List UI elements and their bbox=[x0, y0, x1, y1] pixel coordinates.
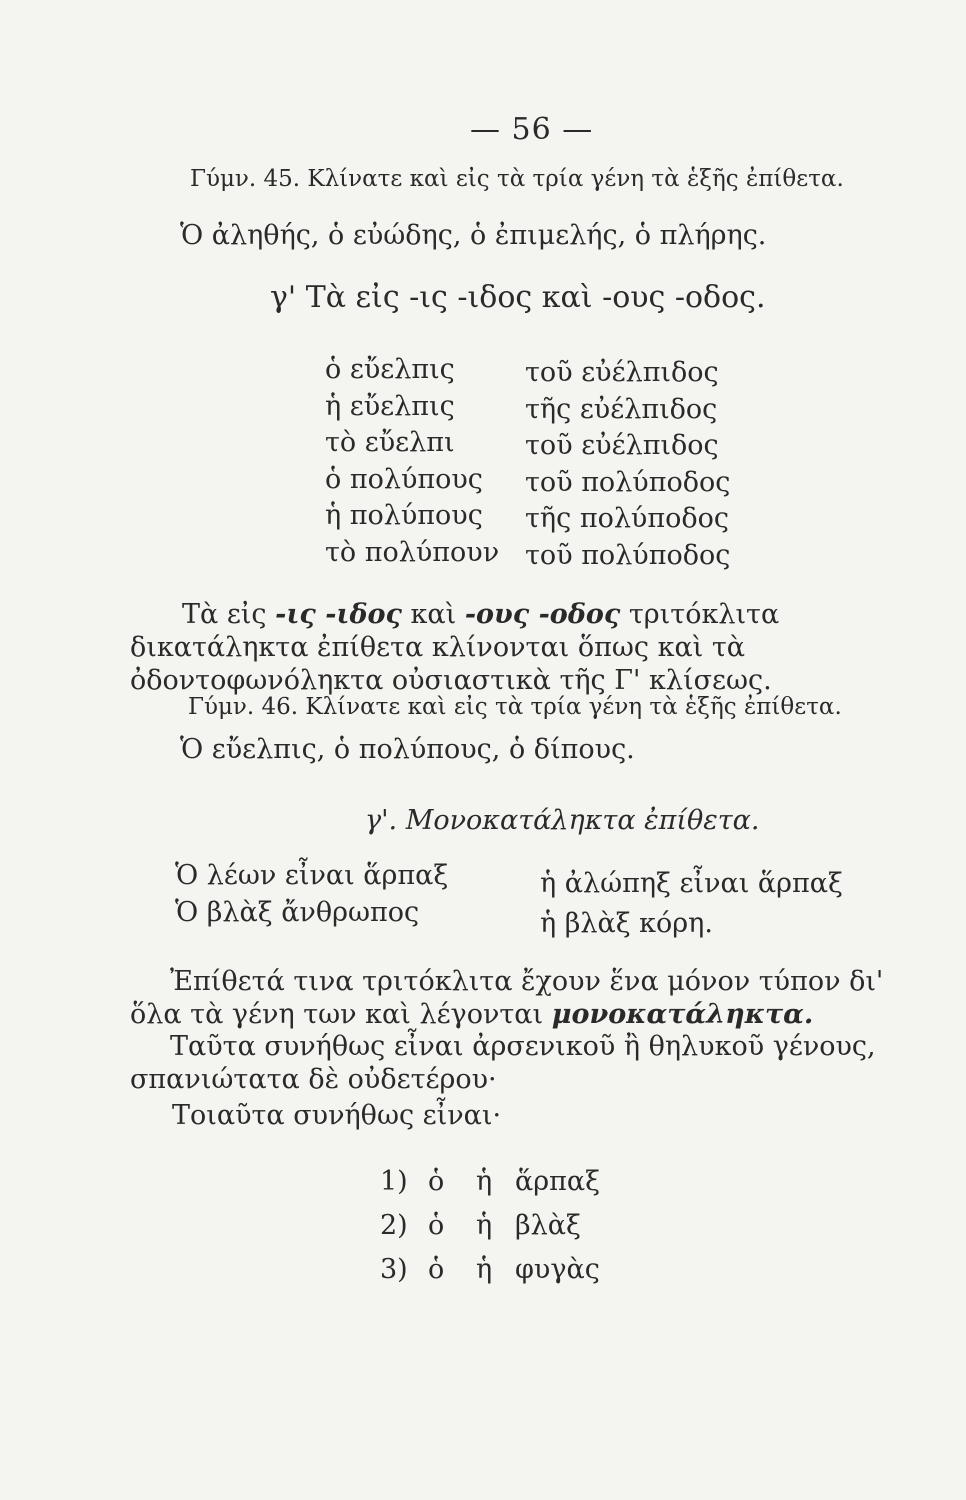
rule-paragraph bbox=[130, 598, 830, 697]
article-masculine: ὁ bbox=[428, 1210, 445, 1241]
rule-prefix: Τὰ εἰς bbox=[182, 599, 276, 630]
example-right-2: ἡ βλὰξ κόρη. bbox=[540, 908, 713, 939]
article-feminine: ἡ bbox=[476, 1254, 493, 1285]
definition-term: μονοκατάληκτα. bbox=[551, 999, 814, 1030]
example-left-2: Ὁ βλὰξ ἄνθρωπος bbox=[175, 897, 420, 928]
table-cell-genitive: τοῦ εὐέλπιδος bbox=[525, 357, 719, 388]
list-word: βλὰξ bbox=[515, 1210, 581, 1241]
table-cell-nominative: ἡ πολύπους bbox=[325, 500, 483, 531]
article-masculine: ὁ bbox=[428, 1166, 445, 1197]
list-item bbox=[380, 1248, 620, 1292]
rule-conjunction: καὶ bbox=[401, 599, 465, 630]
examples-list bbox=[380, 1160, 620, 1292]
section-monokatalikta-heading: γ'. Μονοκατάληκτα ἐπίθετα. bbox=[365, 805, 760, 836]
declension-genitive-column bbox=[525, 355, 765, 574]
rule-ending-ous-odos: -ους -οδος bbox=[464, 599, 621, 630]
rule-ending-is-idos: -ις -ιδος bbox=[275, 599, 402, 630]
list-item bbox=[380, 1204, 620, 1248]
exercise-45-label: Γύμν. 45. bbox=[190, 166, 301, 192]
article-masculine: ὁ bbox=[428, 1254, 445, 1285]
table-cell-genitive: τοῦ πολύποδος bbox=[525, 539, 731, 571]
exercise-46-instruction bbox=[188, 694, 842, 720]
table-cell-genitive: τοῦ εὐέλπιδος bbox=[525, 430, 719, 461]
exercise-46-text: Κλίνατε καὶ εἰς τὰ τρία γένη τὰ ἑξῆς ἐπίθετα. bbox=[305, 694, 842, 720]
list-word: ἅρπαξ bbox=[515, 1166, 600, 1197]
example-right-1: ἡ ἀλώπηξ εἶναι ἅρπαξ bbox=[540, 868, 843, 899]
table-cell-genitive: τῆς εὐέλπιδος bbox=[525, 393, 718, 425]
list-number: 3) bbox=[380, 1254, 408, 1285]
exercise-45-text: Κλίνατε καὶ εἰς τὰ τρία γένη τὰ ἑξῆς ἐπίθετα. bbox=[307, 166, 844, 192]
list-number: 1) bbox=[380, 1166, 408, 1197]
table-cell-nominative: τὸ πολύπουν bbox=[325, 536, 500, 568]
table-cell-nominative: ἡ εὔελπις bbox=[325, 390, 455, 422]
article-feminine: ἡ bbox=[476, 1166, 493, 1197]
table-cell-nominative: τὸ εὔελπι bbox=[325, 427, 455, 458]
definition-paragraph bbox=[130, 965, 885, 1031]
usage-paragraph: Ταῦτα συνήθως εἶναι ἀρσενικοῦ ἢ θηλυκοῦ γένους, σπανιώτατα δὲ οὐδετέρου· bbox=[130, 1031, 876, 1095]
page-number: — 56 — bbox=[470, 112, 594, 147]
list-intro: Τοιαῦτα συνήθως εἶναι· bbox=[172, 1100, 502, 1131]
table-cell-nominative: ὁ πολύπους bbox=[325, 463, 483, 495]
list-word: φυγὰς bbox=[515, 1254, 600, 1285]
section-gamma-heading: γ' Τὰ εἰς -ις -ιδος καὶ -ους -οδος. bbox=[270, 280, 766, 315]
rule-rest: τριτόκλιτα δικατάληκτα ἐπίθετα κλίνονται ὅπως καὶ τὰ ὀδοντοφωνόληκτα οὐσιαστικὰ τῆς Γ' κλίσεως. bbox=[130, 599, 780, 696]
exercise-46-label: Γύμν. 46. bbox=[188, 694, 299, 720]
exercise-45-words: Ὁ ἀληθής, ὁ εὐώδης, ὁ ἐπιμελής, ὁ πλήρης. bbox=[180, 220, 767, 251]
exercise-45-instruction bbox=[190, 166, 844, 192]
example-left-1: Ὁ λέων εἶναι ἅρπαξ bbox=[175, 860, 449, 891]
table-cell-genitive: τοῦ πολύποδος bbox=[525, 466, 731, 498]
article-feminine: ἡ bbox=[476, 1210, 493, 1241]
table-cell-genitive: τῆς πολύποδος bbox=[525, 503, 729, 534]
exercise-46-words: Ὁ εὔελπις, ὁ πολύπους, ὁ δίπους. bbox=[180, 734, 635, 765]
table-cell-nominative: ὁ εὔελπις bbox=[325, 354, 455, 385]
list-item bbox=[380, 1160, 620, 1204]
definition-text: Ἐπίθετά τινα τριτόκλιτα ἔχουν ἕνα μόνον τύπον δι' ὅλα τὰ γένη των καὶ λέγονται bbox=[130, 966, 884, 1030]
list-number: 2) bbox=[380, 1210, 408, 1241]
